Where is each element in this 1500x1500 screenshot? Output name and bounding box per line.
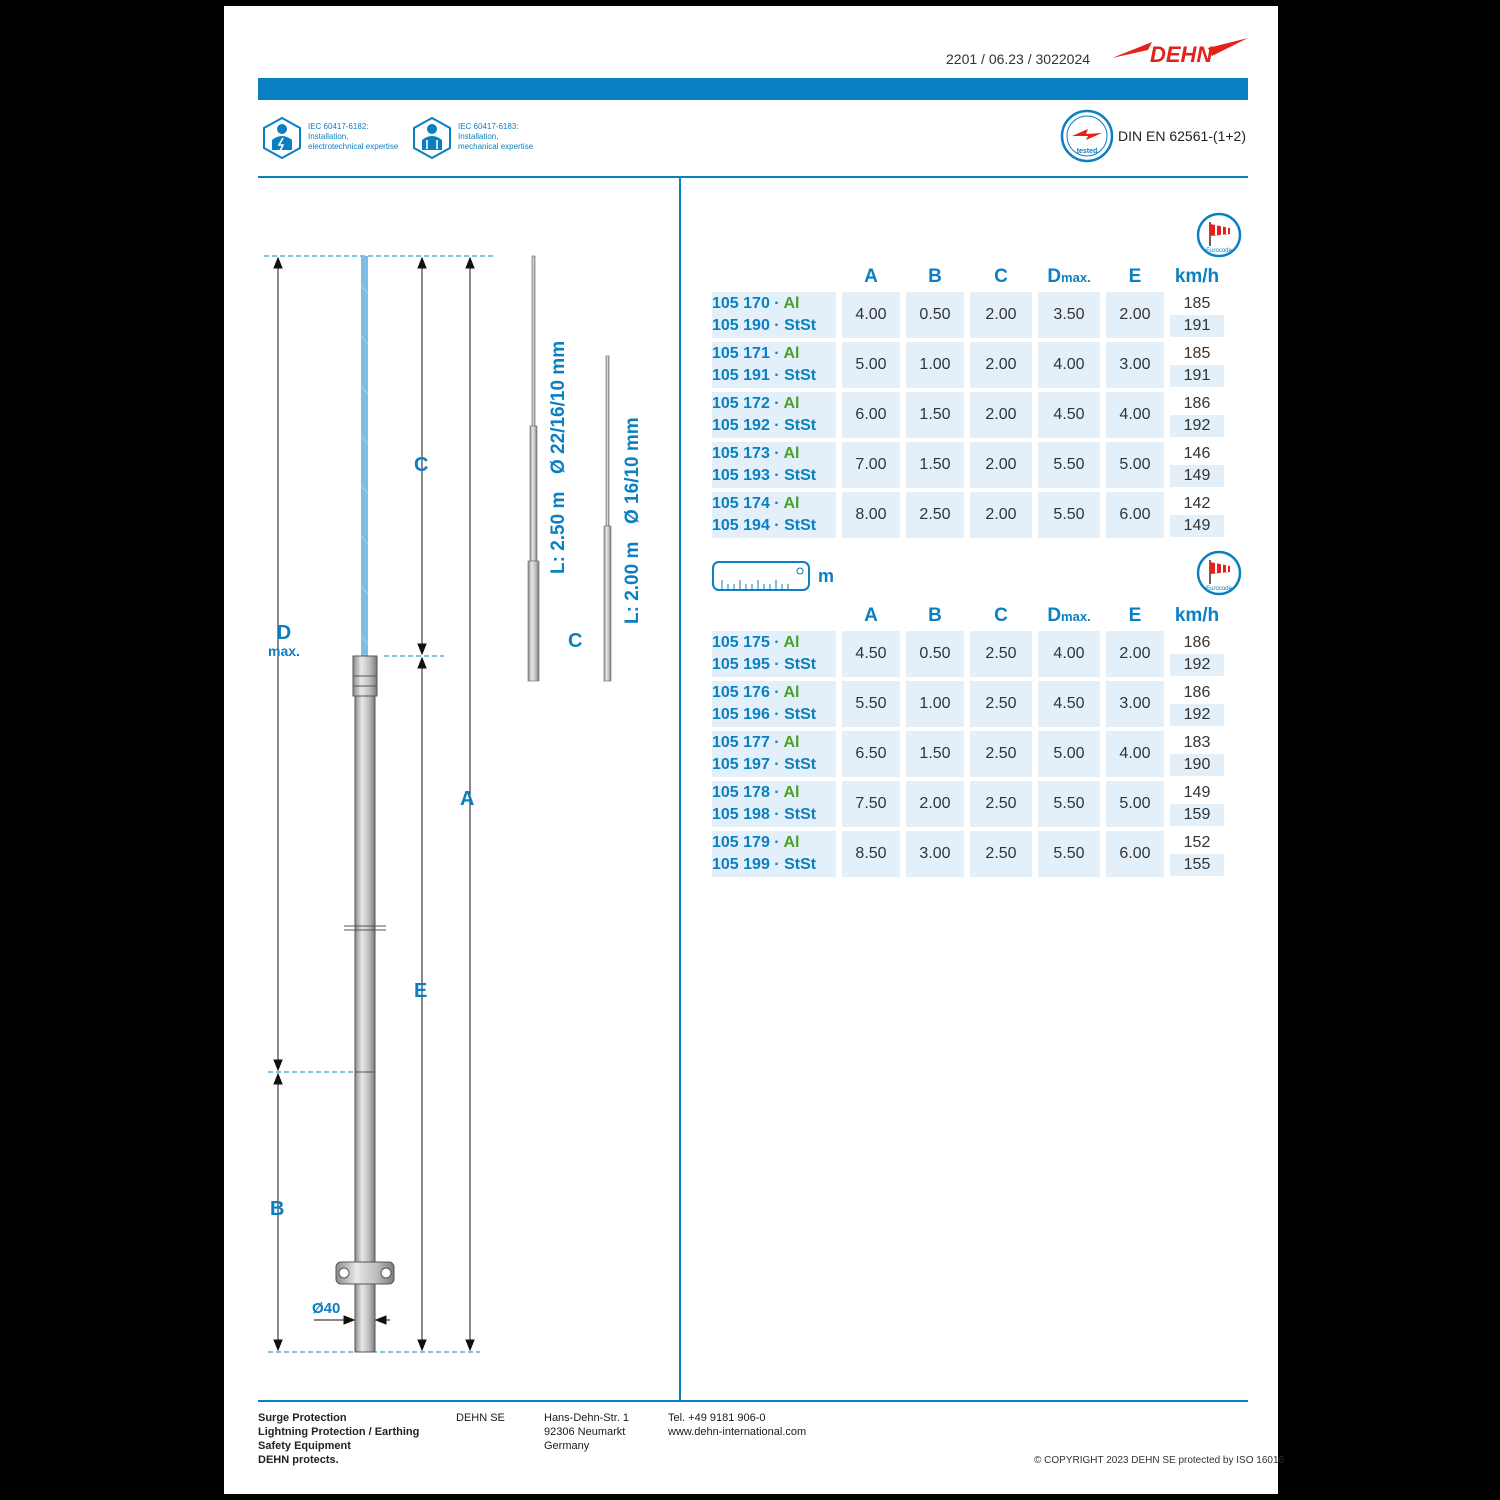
value-a: 7.50 xyxy=(842,781,900,827)
value-e: 4.00 xyxy=(1106,392,1164,438)
value-wind-speed: 185 191 xyxy=(1170,342,1224,388)
table-row xyxy=(712,831,1224,877)
mechanic-icon xyxy=(410,116,454,160)
article-numbers: 105 174 · Al 105 194 · StSt xyxy=(712,492,836,538)
value-c: 2.00 xyxy=(970,492,1032,538)
rod-16-10 xyxy=(604,526,611,681)
divider-vertical xyxy=(679,178,681,1400)
value-c: 2.50 xyxy=(970,831,1032,877)
value-d-max: 4.00 xyxy=(1038,342,1100,388)
value-wind-speed: 183 190 xyxy=(1170,731,1224,777)
footer-company: DEHN SE xyxy=(456,1412,505,1424)
value-wind-speed: 186 192 xyxy=(1170,392,1224,438)
rod1-diameter: Ø 22/16/10 mm xyxy=(548,340,569,474)
value-wind-speed: 149 159 xyxy=(1170,781,1224,827)
footer-address: Hans-Dehn-Str. 1 92306 Neumarkt Germany xyxy=(544,1412,629,1452)
value-b: 0.50 xyxy=(906,292,964,338)
value-e: 5.00 xyxy=(1106,781,1164,827)
copyright: © COPYRIGHT 2023 DEHN SE protected by ISO 16016 xyxy=(1034,1455,1285,1466)
rod-16-10-tip xyxy=(606,356,609,526)
rod1-length: L: 2.50 m xyxy=(548,491,569,574)
value-e: 3.00 xyxy=(1106,342,1164,388)
value-wind-speed: 152 155 xyxy=(1170,831,1224,877)
value-c: 2.50 xyxy=(970,731,1032,777)
value-c: 2.00 xyxy=(970,442,1032,488)
value-e: 2.00 xyxy=(1106,292,1164,338)
mast-tube xyxy=(355,656,375,1352)
table-row xyxy=(712,292,1224,338)
table-row xyxy=(712,681,1224,727)
value-a: 5.50 xyxy=(842,681,900,727)
spec-table-2: A B C Dmax. E km/h 105 175 · Al 105 195 · StSt 4.50 0.50 2.50 4.00 2.00 186 192 105 176 · Al 105 196 · StSt 5.50 1.00 2.50 4.50 3.00 186 192 105 177 · Al 105 197 · StSt 6.50 1.50 2.50 5.00 4.00 183 190 105 178 · Al 105 198 · StSt 7.50 2.00 2.50 5.50 5.00 149 159 105 179 · Al 105 199 · StSt 8.50 3.00 2.50 5.50 6.00 152 155 xyxy=(706,597,1230,881)
value-d-max: 5.50 xyxy=(1038,781,1100,827)
article-numbers: 105 173 · Al 105 193 · StSt xyxy=(712,442,836,488)
value-b: 0.50 xyxy=(906,631,964,677)
table-row xyxy=(712,342,1224,388)
label-d-max: D max. xyxy=(268,622,300,659)
value-e: 3.00 xyxy=(1106,681,1164,727)
label-a: A xyxy=(460,788,475,810)
value-d-max: 5.50 xyxy=(1038,442,1100,488)
label-diameter-40: Ø40 xyxy=(312,1300,341,1317)
din-label: DIN EN 62561-(1+2) xyxy=(1118,128,1247,144)
article-numbers: 105 177 · Al 105 197 · StSt xyxy=(712,731,836,777)
value-b: 1.50 xyxy=(906,442,964,488)
article-numbers: 105 178 · Al 105 198 · StSt xyxy=(712,781,836,827)
value-e: 2.00 xyxy=(1106,631,1164,677)
din-certification xyxy=(1060,109,1250,163)
label-b: B xyxy=(270,1198,285,1220)
value-c: 2.00 xyxy=(970,392,1032,438)
article-numbers: 105 170 · Al 105 190 · StSt xyxy=(712,292,836,338)
label-c: C xyxy=(414,454,429,476)
value-b: 1.00 xyxy=(906,342,964,388)
value-a: 4.50 xyxy=(842,631,900,677)
value-a: 6.50 xyxy=(842,731,900,777)
label-e: E xyxy=(414,980,428,1002)
unit-label: m xyxy=(818,566,835,586)
spec-table-1: A B C Dmax. E km/h 105 170 · Al 105 190 · StSt 4.00 0.50 2.00 3.50 2.00 185 191 105 171 · Al 105 191 · StSt 5.00 1.00 2.00 4.00 3.00 185 191 105 172 · Al 105 192 · StSt 6.00 1.50 2.00 4.50 4.00 186 192 105 173 · Al 105 193 · StSt 7.00 1.50 2.00 5.50 5.00 146 149 105 174 · Al 105 194 · StSt 8.00 2.50 2.00 5.50 6.00 142 149 xyxy=(706,258,1230,542)
table-row xyxy=(712,392,1224,438)
value-b: 3.00 xyxy=(906,831,964,877)
table-row xyxy=(712,492,1224,538)
article-numbers: 105 175 · Al 105 195 · StSt xyxy=(712,631,836,677)
value-c: 2.50 xyxy=(970,681,1032,727)
value-d-max: 4.50 xyxy=(1038,681,1100,727)
windsock-icon xyxy=(1196,550,1242,596)
footer-tagline: Surge Protection Lightning Protection / Earthing Safety Equipment DEHN protects. xyxy=(258,1412,420,1466)
cert-mechanical: IEC 60417-6183: Installation, mechanical expertise xyxy=(410,116,560,160)
value-b: 2.00 xyxy=(906,781,964,827)
table-row xyxy=(712,731,1224,777)
datasheet-page xyxy=(222,4,1285,1496)
rod-22-16-10 xyxy=(528,561,539,681)
article-numbers: 105 172 · Al 105 192 · StSt xyxy=(712,392,836,438)
footer-contact: Tel. +49 9181 906-0 www.dehn-international.com xyxy=(668,1412,807,1438)
value-d-max: 5.00 xyxy=(1038,731,1100,777)
windsock-icon xyxy=(1196,212,1242,258)
value-a: 7.00 xyxy=(842,442,900,488)
value-b: 2.50 xyxy=(906,492,964,538)
dehn-logo xyxy=(1112,28,1248,72)
value-d-max: 5.50 xyxy=(1038,492,1100,538)
value-c: 2.00 xyxy=(970,292,1032,338)
svg-text:Eurocode: Eurocode xyxy=(1206,586,1232,592)
value-wind-speed: 185 191 xyxy=(1170,292,1224,338)
table-row xyxy=(712,781,1224,827)
svg-text:Eurocode: Eurocode xyxy=(1206,248,1232,254)
article-numbers: 105 171 · Al 105 191 · StSt xyxy=(712,342,836,388)
divider-bottom xyxy=(258,1400,1248,1402)
table-row xyxy=(712,442,1224,488)
blue-air-rod xyxy=(361,256,368,656)
value-wind-speed: 186 192 xyxy=(1170,631,1224,677)
value-e: 6.00 xyxy=(1106,492,1164,538)
value-d-max: 4.00 xyxy=(1038,631,1100,677)
value-a: 4.00 xyxy=(842,292,900,338)
value-a: 6.00 xyxy=(842,392,900,438)
value-a: 8.00 xyxy=(842,492,900,538)
value-e: 5.00 xyxy=(1106,442,1164,488)
value-a: 8.50 xyxy=(842,831,900,877)
value-c: 2.00 xyxy=(970,342,1032,388)
header-bar xyxy=(258,78,1248,100)
value-e: 6.00 xyxy=(1106,831,1164,877)
ruler-icon xyxy=(712,560,812,592)
value-a: 5.00 xyxy=(842,342,900,388)
logo-text: DEHN xyxy=(1150,42,1213,67)
rod-22-16-10-tip xyxy=(532,256,535,426)
value-wind-speed: 142 149 xyxy=(1170,492,1224,538)
value-d-max: 4.50 xyxy=(1038,392,1100,438)
electrician-icon xyxy=(260,116,304,160)
rod2-diameter: Ø 16/10 mm xyxy=(622,417,643,524)
value-b: 1.50 xyxy=(906,731,964,777)
cert-electrotechnical: IEC 60417-6182: Installation, electrotechnical expertise xyxy=(260,116,410,160)
value-wind-speed: 146 149 xyxy=(1170,442,1224,488)
footer-website-link[interactable]: www.dehn-international.com xyxy=(668,1426,807,1438)
tested-seal-icon xyxy=(1060,109,1114,163)
document-number: 2201 / 06.23 / 3022024 xyxy=(946,51,1091,67)
table-row xyxy=(712,631,1224,677)
svg-text:tested: tested xyxy=(1076,148,1098,155)
rod2-length: L: 2.00 m xyxy=(622,541,643,624)
value-c: 2.50 xyxy=(970,781,1032,827)
divider-top xyxy=(258,176,1248,178)
label-c-rods: C xyxy=(568,630,583,652)
value-wind-speed: 186 192 xyxy=(1170,681,1224,727)
value-b: 1.50 xyxy=(906,392,964,438)
value-c: 2.50 xyxy=(970,631,1032,677)
value-b: 1.00 xyxy=(906,681,964,727)
article-numbers: 105 176 · Al 105 196 · StSt xyxy=(712,681,836,727)
value-e: 4.00 xyxy=(1106,731,1164,777)
value-d-max: 3.50 xyxy=(1038,292,1100,338)
article-numbers: 105 179 · Al 105 199 · StSt xyxy=(712,831,836,877)
value-d-max: 5.50 xyxy=(1038,831,1100,877)
